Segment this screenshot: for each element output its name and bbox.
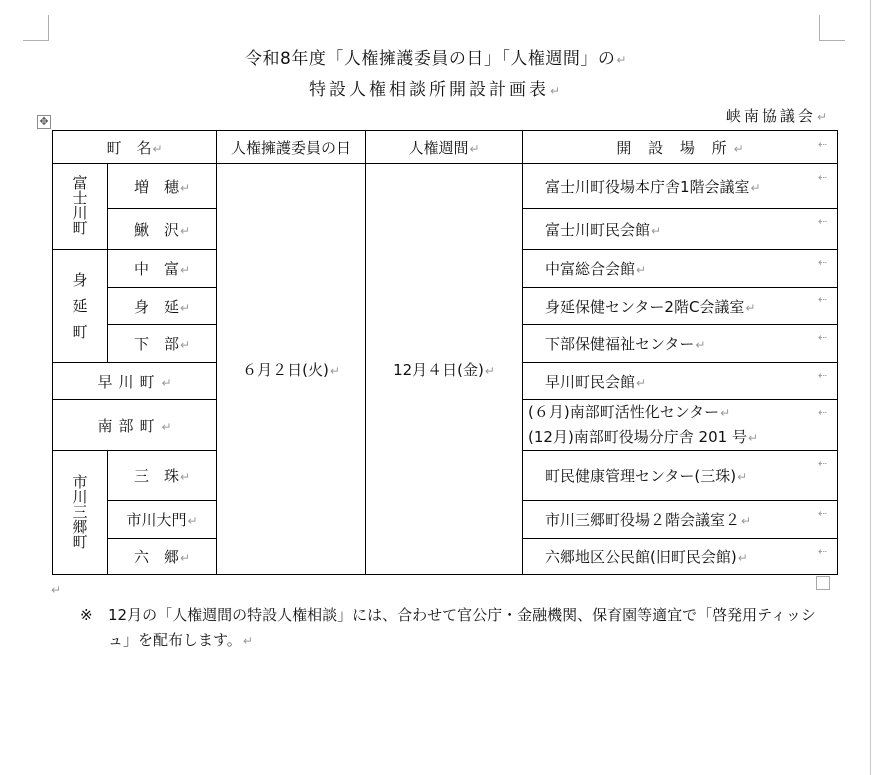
date-december-cell: 12月４日(金)↵ xyxy=(366,164,523,575)
town-cell-hayakawa: 早川町↵ xyxy=(53,363,217,400)
table-row xyxy=(53,164,838,209)
row-end-mark-icon: ⇠ xyxy=(818,369,828,382)
page-edge xyxy=(870,0,871,775)
schedule-table xyxy=(52,130,838,575)
row-end-mark-icon: ⇠ xyxy=(818,406,828,419)
row-end-mark-icon: ⇠ xyxy=(818,545,828,558)
district-cell: 三 珠↵ xyxy=(108,451,217,501)
district-cell: 鰍 沢↵ xyxy=(108,209,217,250)
row-end-mark-icon: ⇠ xyxy=(818,256,828,269)
district-cell: 増 穂↵ xyxy=(108,164,217,209)
empty-paragraph xyxy=(50,579,61,598)
town-cell-ichikawamisato: 市川三郷町 xyxy=(53,451,108,575)
footnote xyxy=(80,603,830,654)
row-end-mark-icon: ⇠ xyxy=(818,293,828,306)
header-venue: 開 設 場 所↵ xyxy=(523,131,838,164)
table-resize-handle[interactable] xyxy=(816,576,830,590)
venue-line-june: (６月)南部町活性化センター↵ xyxy=(528,403,731,421)
paragraph-mark-icon: ↵ xyxy=(242,634,253,648)
note-mark: ※ xyxy=(80,606,93,624)
header-jinken-yogo-iin-no-hi: 人権擁護委員の日 xyxy=(217,131,366,164)
district-cell: 下 部↵ xyxy=(108,325,217,363)
row-end-mark-icon: ⇠ xyxy=(818,215,828,228)
row-end-mark-icon: ⇠ xyxy=(818,171,828,184)
district-cell: 六 郷↵ xyxy=(108,539,217,575)
district-cell: 中 富↵ xyxy=(108,250,217,288)
venue-cell: 町民健康管理センター(三珠)↵ xyxy=(523,451,838,501)
header-town: 町 名↵ xyxy=(53,131,217,164)
town-cell-nanbu: 南部町↵ xyxy=(53,400,217,451)
row-end-mark-icon: ⇠ xyxy=(818,507,828,520)
row-end-mark-icon: ⇠ xyxy=(818,331,828,344)
venue-cell xyxy=(523,400,838,451)
paragraph-mark-icon: ↵ xyxy=(816,110,830,124)
crop-mark-top-right xyxy=(819,15,845,41)
venue-cell: 六郷地区公民館(旧町民会館)↵ xyxy=(523,539,838,575)
town-cell-fujikawa: 富士川町 xyxy=(53,164,108,250)
row-end-mark-icon: ⇠ xyxy=(818,138,828,151)
date-june-cell: ６月２日(火)↵ xyxy=(217,164,366,575)
note-text: 12月の「人権週間の特設人権相談」には、合わせて官公庁・金融機関、保育園等適宜で「啓発用ティッシュ」を配布します。 xyxy=(108,606,816,649)
venue-line-december: (12月)南部町役場分庁舎 201 号↵ xyxy=(528,428,759,446)
paragraph-mark-icon: ↵ xyxy=(549,84,564,98)
crop-mark-top-left xyxy=(23,15,49,41)
district-cell: 市川大門↵ xyxy=(108,501,217,539)
district-cell: 身 延↵ xyxy=(108,288,217,325)
town-cell-minobu: 身延町 xyxy=(53,250,108,363)
venue-cell: 富士川町役場本庁舎1階会議室↵ xyxy=(523,164,838,209)
venue-cell: 中富総合会館↵ xyxy=(523,250,838,288)
venue-cell: 身延保健センター2階C会議室↵ xyxy=(523,288,838,325)
document-title-line-2: 特設人権相談所開設計画表↵ xyxy=(308,80,564,100)
organization-name: 峡南協議会↵ xyxy=(725,107,830,125)
document-title-line-1: 令和8年度「人権擁護委員の日」「人権週間」の↵ xyxy=(245,49,627,69)
header-jinken-shukan: 人権週間↵ xyxy=(366,131,523,164)
paragraph-mark-icon: ↵ xyxy=(616,53,627,67)
table-header-row xyxy=(53,131,838,164)
venue-cell: 富士川町民会館↵ xyxy=(523,209,838,250)
venue-cell: 下部保健福祉センター↵ xyxy=(523,325,838,363)
row-end-mark-icon: ⇠ xyxy=(818,457,828,470)
table-move-handle-icon[interactable]: ✥ xyxy=(37,115,51,129)
venue-cell: 市川三郷町役場２階会議室２↵ xyxy=(523,501,838,539)
venue-cell: 早川町民会館↵ xyxy=(523,363,838,400)
paragraph-mark-icon: ↵ xyxy=(51,583,62,597)
